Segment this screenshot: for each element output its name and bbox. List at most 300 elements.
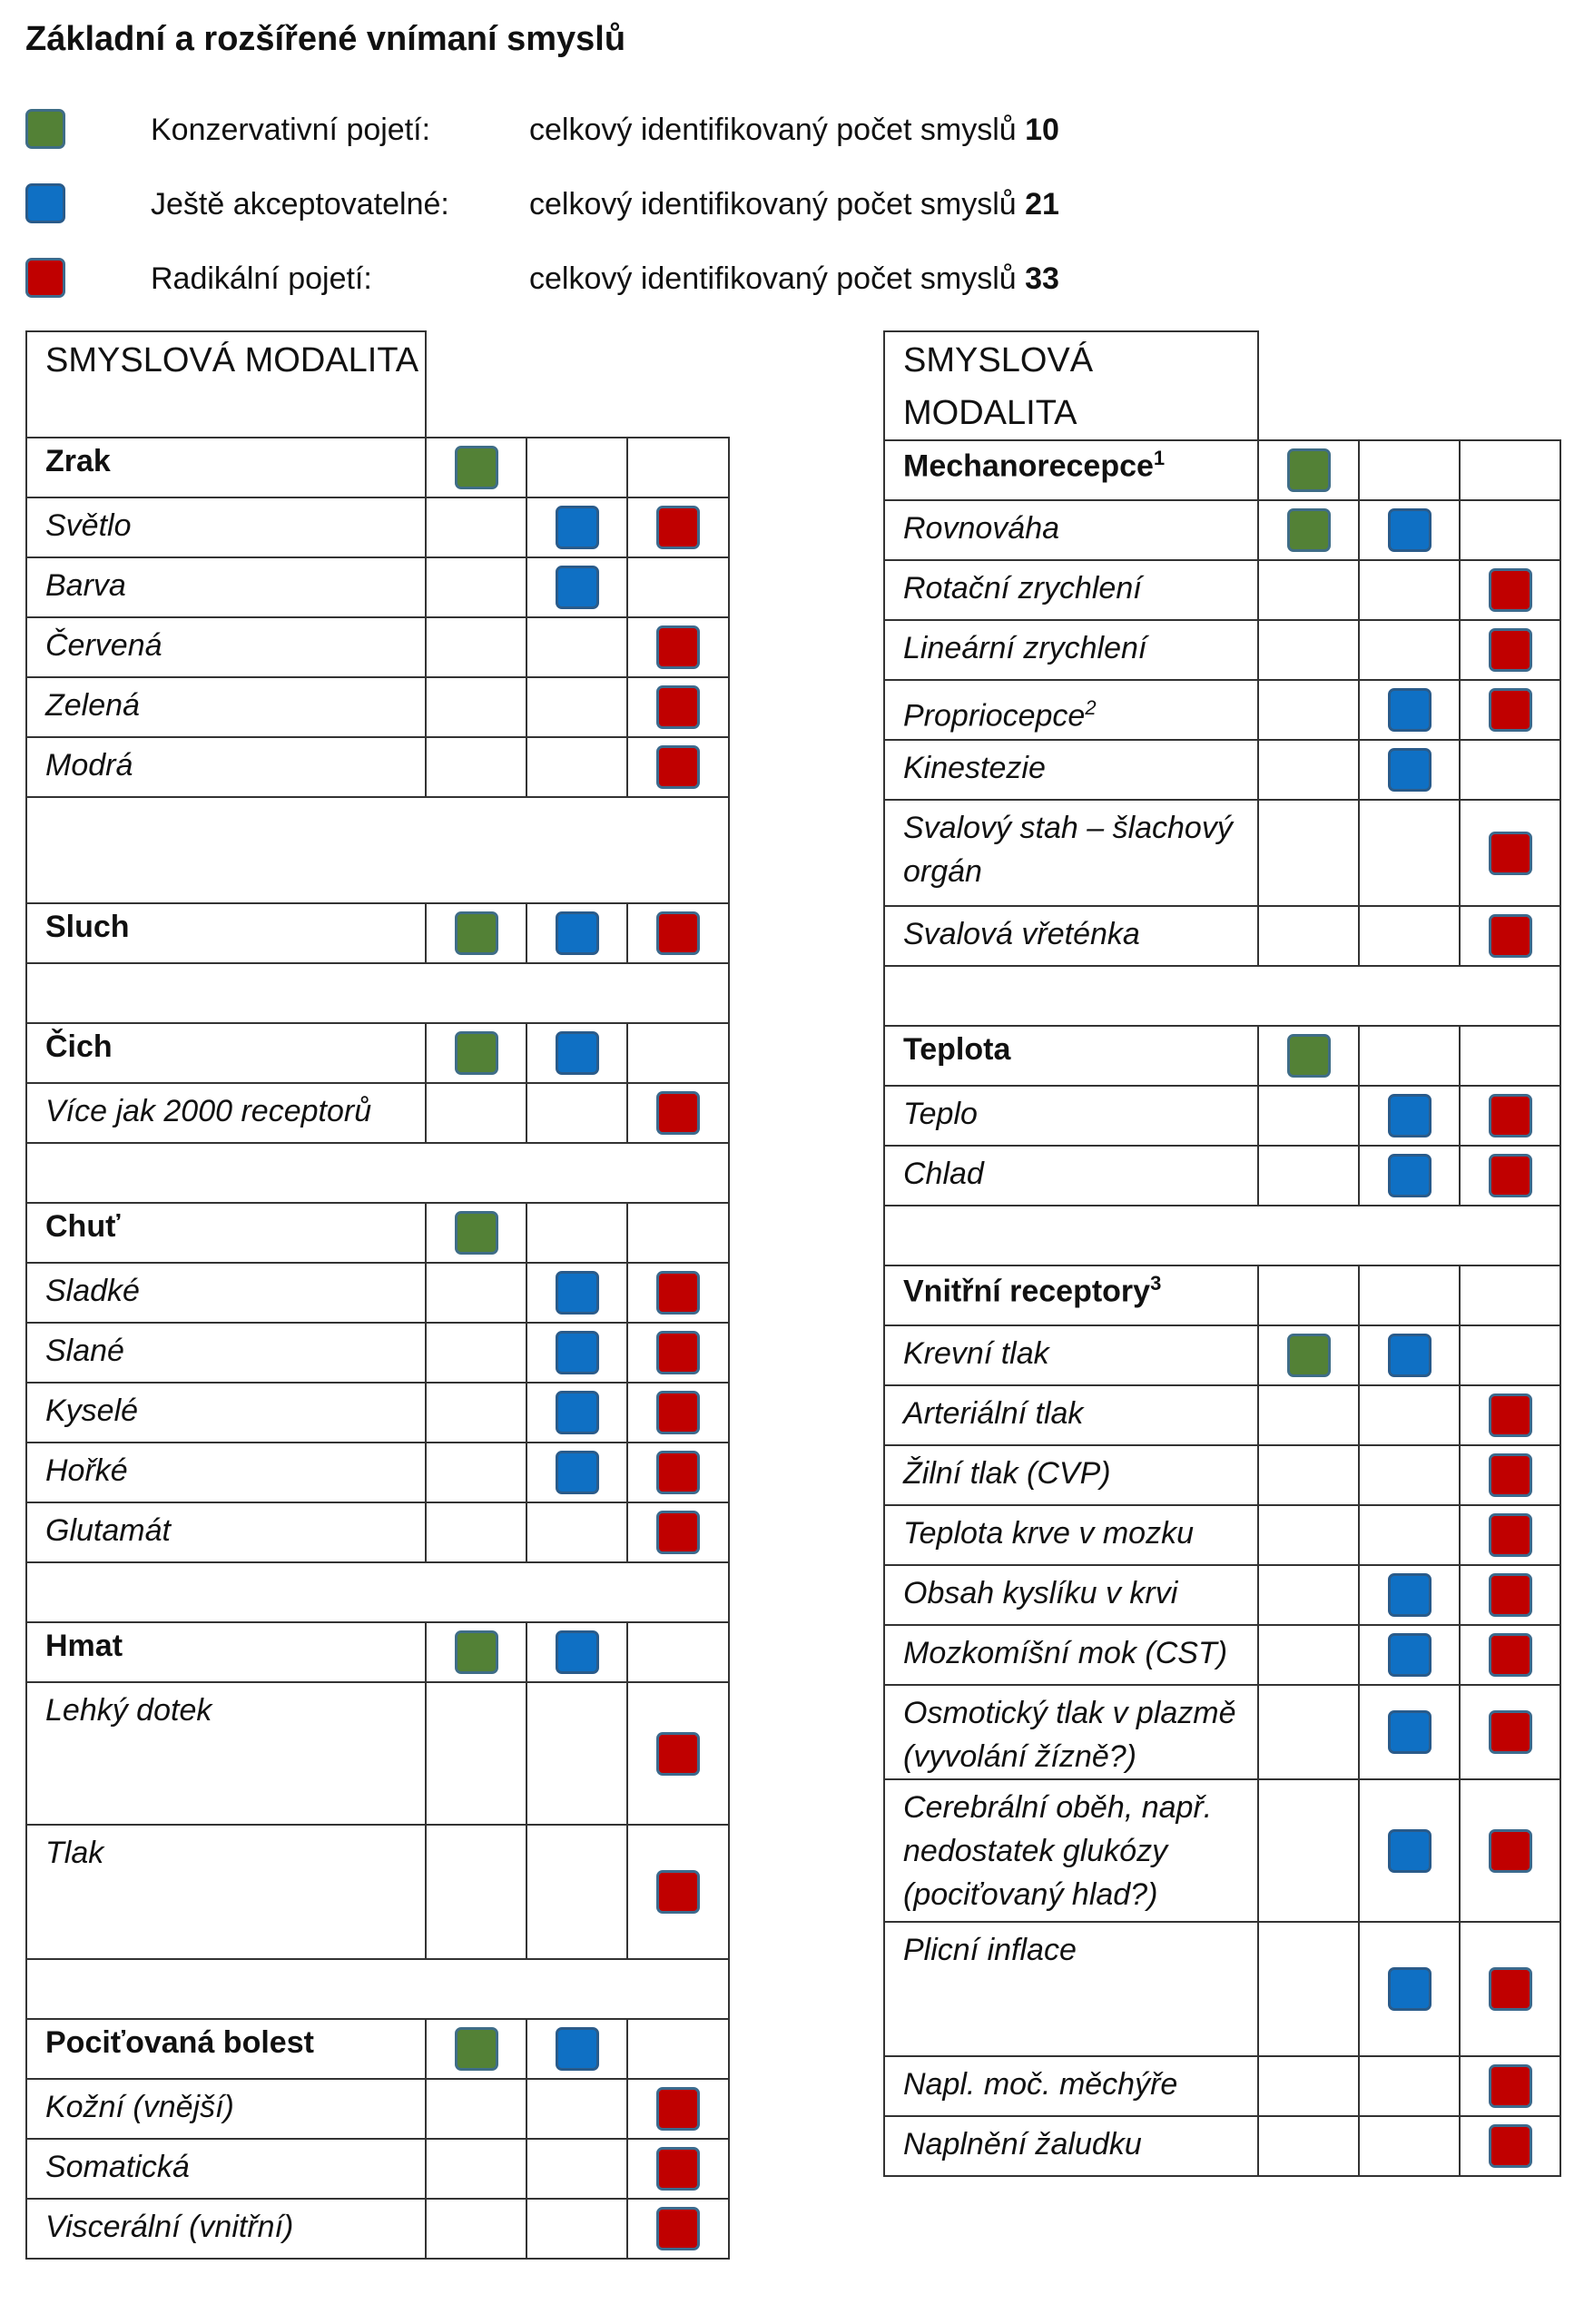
- table-row: [884, 1685, 1560, 1779]
- mark-cell: [1460, 500, 1560, 560]
- mark-cell: [1359, 620, 1460, 680]
- legend-row-acceptable: [25, 182, 1205, 232]
- mark-cell: [526, 1383, 627, 1443]
- modality-label: Viscerální (vnitřní): [26, 2199, 426, 2259]
- modality-label: Cerebrální oběh, např. nedostatek glukózy (pociťovaný hlad?): [884, 1779, 1258, 1922]
- mark-cell: [1258, 440, 1359, 500]
- modality-label: Zelená: [26, 677, 426, 737]
- table-row: [26, 1203, 729, 1263]
- mark-cell: [1258, 1779, 1359, 1922]
- legend-count: 10: [1025, 113, 1059, 147]
- red-square-icon: [1489, 1154, 1532, 1197]
- mark-cell: [1258, 1385, 1359, 1445]
- column-header: SMYSLOVÁ MODALITA: [26, 331, 426, 438]
- mark-cell: [1359, 2056, 1460, 2116]
- table-row: [26, 963, 729, 1023]
- mark-cell: [1460, 800, 1560, 906]
- mark-cell: [1359, 906, 1460, 966]
- mark-cell: [1460, 1146, 1560, 1206]
- mark-cell: [1359, 1265, 1460, 1325]
- red-square-icon: [1489, 628, 1532, 672]
- red-square-icon: [1489, 1094, 1532, 1137]
- mark-cell: [1258, 1265, 1359, 1325]
- mark-cell: [1460, 680, 1560, 740]
- blue-square-icon: [25, 183, 65, 223]
- blue-square-icon: [1388, 1094, 1432, 1137]
- modality-label: Plicní inflace: [884, 1922, 1258, 2056]
- mark-cell: [1460, 1026, 1560, 1086]
- modality-label: Glutamát: [26, 1502, 426, 1562]
- modality-label: Svalová vřeténka: [884, 906, 1258, 966]
- mark-cell: [1359, 1146, 1460, 1206]
- green-square-icon: [1287, 1034, 1331, 1078]
- red-square-icon: [1489, 832, 1532, 875]
- mark-cell: [526, 1323, 627, 1383]
- red-square-icon: [656, 1091, 700, 1135]
- mark-cell: [627, 1682, 729, 1825]
- table-row: [26, 1502, 729, 1562]
- footnote-mark: 1: [1153, 447, 1166, 469]
- left-modality-table: [25, 330, 730, 2260]
- mark-cell: [426, 438, 526, 497]
- mark-cell: [1359, 680, 1460, 740]
- category-label: Zrak: [26, 438, 426, 497]
- legend-row-radical: [25, 256, 1205, 307]
- table-row: [884, 800, 1560, 906]
- modality-label: Somatická: [26, 2139, 426, 2199]
- mark-cell: [1258, 906, 1359, 966]
- green-square-icon: [455, 1031, 498, 1075]
- mark-cell: [627, 1203, 729, 1263]
- mark-cell: [426, 1203, 526, 1263]
- green-square-icon: [1287, 1334, 1331, 1377]
- mark-cell: [526, 1263, 627, 1323]
- red-square-icon: [656, 2207, 700, 2250]
- blue-square-icon: [1388, 1967, 1432, 2011]
- mark-cell: [627, 1443, 729, 1502]
- table-row: [26, 2199, 729, 2259]
- legend-row-conservative: [25, 107, 1205, 158]
- modality-label: Naplnění žaludku: [884, 2116, 1258, 2176]
- table-row: [26, 557, 729, 617]
- modality-label: Světlo: [26, 497, 426, 557]
- legend-label: Ještě akceptovatelné:: [151, 187, 449, 222]
- mark-cell: [426, 1263, 526, 1323]
- table-row: [884, 2056, 1560, 2116]
- mark-cell: [426, 737, 526, 797]
- mark-cell: [1460, 440, 1560, 500]
- green-square-icon: [25, 109, 65, 149]
- mark-cell: [1359, 440, 1460, 500]
- mark-cell: [1258, 1086, 1359, 1146]
- modality-label: Kinestezie: [884, 740, 1258, 800]
- mark-cell: [1359, 1445, 1460, 1505]
- mark-cell: [426, 1023, 526, 1083]
- mark-cell: [627, 1502, 729, 1562]
- modality-label: Více jak 2000 receptorů: [26, 1083, 426, 1143]
- table-row: [26, 1443, 729, 1502]
- mark-cell: [426, 1825, 526, 1959]
- red-square-icon: [1489, 1513, 1532, 1557]
- red-square-icon: [1489, 1633, 1532, 1677]
- table-row: [884, 1779, 1560, 1922]
- modality-label: Lineární zrychlení: [884, 620, 1258, 680]
- mark-cell: [1258, 500, 1359, 560]
- mark-cell: [627, 557, 729, 617]
- red-square-icon: [656, 1870, 700, 1914]
- mark-cell: [426, 677, 526, 737]
- red-square-icon: [656, 685, 700, 729]
- mark-cell: [1258, 1565, 1359, 1625]
- footnote-mark: 3: [1150, 1272, 1162, 1295]
- blue-square-icon: [1388, 1573, 1432, 1617]
- table-row: [884, 1026, 1560, 1086]
- blue-square-icon: [1388, 748, 1432, 792]
- mark-cell: [526, 557, 627, 617]
- mark-cell: [1258, 1325, 1359, 1385]
- mark-cell: [426, 557, 526, 617]
- table-row: [26, 1825, 729, 1959]
- table-row: [884, 2116, 1560, 2176]
- table-row: [26, 1143, 729, 1203]
- table-row: [884, 1385, 1560, 1445]
- red-square-icon: [1489, 2064, 1532, 2108]
- table-row: [884, 740, 1560, 800]
- blue-square-icon: [556, 911, 599, 955]
- red-square-icon: [1489, 914, 1532, 958]
- mark-cell: [526, 1682, 627, 1825]
- mark-cell: [1359, 1565, 1460, 1625]
- mark-cell: [1359, 1779, 1460, 1922]
- blue-square-icon: [556, 1451, 599, 1494]
- red-square-icon: [656, 2087, 700, 2131]
- table-row: [26, 1023, 729, 1083]
- mark-cell: [1460, 2056, 1560, 2116]
- mark-cell: [526, 2199, 627, 2259]
- table-row: [26, 1323, 729, 1383]
- red-square-icon: [1489, 1829, 1532, 1873]
- mark-cell: [1258, 740, 1359, 800]
- mark-cell: [526, 617, 627, 677]
- legend-desc: celkový identifikovaný počet smyslů 33: [529, 261, 1059, 296]
- mark-cell: [1359, 1325, 1460, 1385]
- mark-cell: [1359, 500, 1460, 560]
- mark-cell: [1460, 1625, 1560, 1685]
- table-row: [884, 966, 1560, 1026]
- legend-desc: celkový identifikovaný počet smyslů 10: [529, 113, 1059, 147]
- mark-cell: [627, 2019, 729, 2079]
- table-row: [884, 1146, 1560, 1206]
- mark-cell: [1359, 1385, 1460, 1445]
- mark-cell: [426, 2079, 526, 2139]
- mark-cell: [1460, 1445, 1560, 1505]
- category-label: Čich: [26, 1023, 426, 1083]
- green-square-icon: [1287, 448, 1331, 492]
- mark-cell: [1359, 1505, 1460, 1565]
- table-row: [884, 1505, 1560, 1565]
- red-square-icon: [1489, 568, 1532, 612]
- modality-label: Teplota krve v mozku: [884, 1505, 1258, 1565]
- mark-cell: [1460, 1779, 1560, 1922]
- mark-cell: [426, 1622, 526, 1682]
- blank-row: [884, 1206, 1560, 1265]
- table-row: [26, 2139, 729, 2199]
- modality-label: Kožní (vnější): [26, 2079, 426, 2139]
- table-row: [26, 1263, 729, 1323]
- mark-cell: [1359, 2116, 1460, 2176]
- green-square-icon: [1287, 508, 1331, 552]
- mark-cell: [426, 1443, 526, 1502]
- table-row: [884, 1206, 1560, 1265]
- table-row: [884, 680, 1560, 740]
- mark-cell: [526, 497, 627, 557]
- table-row: [26, 903, 729, 963]
- category-label: Sluch: [26, 903, 426, 963]
- modality-label: Osmotický tlak v plazmě (vyvolání žízně?): [884, 1685, 1258, 1779]
- modality-label: Hořké: [26, 1443, 426, 1502]
- mark-cell: [627, 497, 729, 557]
- mark-cell: [1359, 1086, 1460, 1146]
- modality-label: Svalový stah – šlachový orgán: [884, 800, 1258, 906]
- mark-cell: [627, 2199, 729, 2259]
- category-label: Teplota: [884, 1026, 1258, 1086]
- mark-cell: [526, 2019, 627, 2079]
- table-row: [884, 906, 1560, 966]
- mark-cell: [1460, 1265, 1560, 1325]
- mark-cell: [1460, 620, 1560, 680]
- table-row: [884, 1325, 1560, 1385]
- mark-cell: [1258, 560, 1359, 620]
- mark-cell: [1258, 1505, 1359, 1565]
- red-square-icon: [1489, 1573, 1532, 1617]
- modality-label: Kyselé: [26, 1383, 426, 1443]
- table-row: [26, 677, 729, 737]
- mark-cell: [426, 2019, 526, 2079]
- mark-cell: [426, 1502, 526, 1562]
- modality-label: Rovnováha: [884, 500, 1258, 560]
- table-row: [26, 2019, 729, 2079]
- mark-cell: [526, 438, 627, 497]
- blue-square-icon: [556, 506, 599, 549]
- blue-square-icon: [1388, 1633, 1432, 1677]
- modality-label: Sladké: [26, 1263, 426, 1323]
- mark-cell: [1258, 1445, 1359, 1505]
- table-row: [884, 1922, 1560, 2056]
- mark-cell: [426, 617, 526, 677]
- mark-cell: [526, 1502, 627, 1562]
- mark-cell: [526, 1443, 627, 1502]
- mark-cell: [1460, 1385, 1560, 1445]
- mark-cell: [1359, 800, 1460, 906]
- mark-cell: [627, 1263, 729, 1323]
- red-square-icon: [656, 1732, 700, 1776]
- category-label: Pociťovaná bolest: [26, 2019, 426, 2079]
- green-square-icon: [455, 911, 498, 955]
- mark-cell: [1258, 800, 1359, 906]
- table-row: [26, 497, 729, 557]
- modality-label: Barva: [26, 557, 426, 617]
- mark-cell: [627, 1825, 729, 1959]
- modality-label: Modrá: [26, 737, 426, 797]
- table-row: [26, 1383, 729, 1443]
- blue-square-icon: [1388, 1829, 1432, 1873]
- mark-cell: [1460, 1505, 1560, 1565]
- mark-cell: [1258, 620, 1359, 680]
- mark-cell: [526, 1023, 627, 1083]
- mark-cell: [426, 1383, 526, 1443]
- legend-count: 21: [1025, 187, 1059, 222]
- green-square-icon: [455, 446, 498, 489]
- mark-cell: [627, 1083, 729, 1143]
- mark-cell: [426, 1323, 526, 1383]
- red-square-icon: [1489, 688, 1532, 732]
- table-row: [884, 560, 1560, 620]
- table-row: [26, 737, 729, 797]
- mark-cell: [1359, 1685, 1460, 1779]
- mark-cell: [1460, 1325, 1560, 1385]
- green-square-icon: [455, 1630, 498, 1674]
- category-label: Mechanorecepce$^1$: [884, 440, 1258, 500]
- mark-cell: [1460, 740, 1560, 800]
- green-square-icon: [455, 1211, 498, 1255]
- mark-cell: [526, 1622, 627, 1682]
- mark-cell: [627, 2139, 729, 2199]
- blue-square-icon: [1388, 688, 1432, 732]
- red-square-icon: [656, 745, 700, 789]
- legend-label: Konzervativní pojetí:: [151, 113, 431, 147]
- modality-label: Teplo: [884, 1086, 1258, 1146]
- category-label: Chuť: [26, 1203, 426, 1263]
- modality-label: Propriocepce$^2$: [884, 680, 1258, 740]
- mark-cell: [1359, 1026, 1460, 1086]
- blue-square-icon: [1388, 1154, 1432, 1197]
- mark-cell: [627, 1023, 729, 1083]
- mark-cell: [1460, 1086, 1560, 1146]
- legend-label: Radikální pojetí:: [151, 261, 372, 296]
- blue-square-icon: [556, 1271, 599, 1315]
- mark-cell: [627, 737, 729, 797]
- modality-label: Arteriální tlak: [884, 1385, 1258, 1445]
- mark-cell: [1359, 1625, 1460, 1685]
- table-row: [26, 1622, 729, 1682]
- mark-cell: [1460, 560, 1560, 620]
- mark-cell: [526, 737, 627, 797]
- mark-cell: [1258, 1922, 1359, 2056]
- mark-cell: [1359, 1922, 1460, 2056]
- mark-cell: [526, 903, 627, 963]
- mark-cell: [426, 497, 526, 557]
- mark-cell: [1258, 2116, 1359, 2176]
- table-row: [26, 1562, 729, 1622]
- table-row: [884, 1445, 1560, 1505]
- category-label: Hmat: [26, 1622, 426, 1682]
- blue-square-icon: [1388, 1334, 1432, 1377]
- red-square-icon: [656, 625, 700, 669]
- red-square-icon: [1489, 1453, 1532, 1497]
- red-square-icon: [656, 1451, 700, 1494]
- footnote-mark: 2: [1085, 696, 1097, 719]
- blue-square-icon: [556, 1031, 599, 1075]
- category-label: Vnitřní receptory$^3$: [884, 1265, 1258, 1325]
- table-row: [884, 1565, 1560, 1625]
- legend-desc: celkový identifikovaný počet smyslů 21: [529, 187, 1059, 222]
- mark-cell: [1258, 1026, 1359, 1086]
- red-square-icon: [1489, 1393, 1532, 1437]
- blank-row: [26, 797, 729, 903]
- red-square-icon: [1489, 1710, 1532, 1754]
- blue-square-icon: [1388, 1710, 1432, 1754]
- table-row: [884, 1625, 1560, 1685]
- mark-cell: [1258, 2056, 1359, 2116]
- mark-cell: [526, 2139, 627, 2199]
- blank-row: [884, 966, 1560, 1026]
- mark-cell: [426, 1083, 526, 1143]
- modality-label: Žilní tlak (CVP): [884, 1445, 1258, 1505]
- table-row: [26, 797, 729, 903]
- modality-label: Slané: [26, 1323, 426, 1383]
- mark-cell: [1258, 1685, 1359, 1779]
- mark-cell: [1258, 680, 1359, 740]
- red-square-icon: [656, 1391, 700, 1434]
- modality-label: Rotační zrychlení: [884, 560, 1258, 620]
- mark-cell: [426, 1682, 526, 1825]
- modality-label: Napl. moč. měchýře: [884, 2056, 1258, 2116]
- page-title: Základní a rozšířené vnímaní smyslů: [25, 20, 626, 58]
- table-row: [26, 1682, 729, 1825]
- mark-cell: [426, 2139, 526, 2199]
- modality-label: Mozkomíšní mok (CST): [884, 1625, 1258, 1685]
- red-square-icon: [656, 1331, 700, 1374]
- red-square-icon: [656, 1511, 700, 1554]
- mark-cell: [426, 903, 526, 963]
- mark-cell: [627, 677, 729, 737]
- green-square-icon: [455, 2027, 498, 2071]
- mark-cell: [526, 1825, 627, 1959]
- mark-cell: [1359, 740, 1460, 800]
- mark-cell: [627, 1622, 729, 1682]
- mark-cell: [526, 2079, 627, 2139]
- modality-label: Chlad: [884, 1146, 1258, 1206]
- mark-cell: [1460, 906, 1560, 966]
- blue-square-icon: [1388, 508, 1432, 552]
- mark-cell: [1258, 1146, 1359, 1206]
- mark-cell: [627, 903, 729, 963]
- table-row: [884, 1086, 1560, 1146]
- mark-cell: [627, 617, 729, 677]
- mark-cell: [627, 438, 729, 497]
- red-square-icon: [656, 506, 700, 549]
- modality-label: Lehký dotek: [26, 1682, 426, 1825]
- mark-cell: [627, 1383, 729, 1443]
- table-header-row: [884, 331, 1560, 440]
- blank-row: [26, 1143, 729, 1203]
- mark-cell: [526, 1203, 627, 1263]
- mark-cell: [1258, 1625, 1359, 1685]
- mark-cell: [1460, 1565, 1560, 1625]
- column-header: SMYSLOVÁ MODALITA: [884, 331, 1258, 440]
- table-row: [26, 617, 729, 677]
- mark-cell: [526, 1083, 627, 1143]
- table-row: [26, 2079, 729, 2139]
- table-row: [26, 1083, 729, 1143]
- table-header-row: [26, 331, 729, 438]
- blue-square-icon: [556, 566, 599, 609]
- blank-row: [26, 1959, 729, 2019]
- modality-label: Tlak: [26, 1825, 426, 1959]
- table-row: [884, 620, 1560, 680]
- modality-label: Krevní tlak: [884, 1325, 1258, 1385]
- mark-cell: [1359, 560, 1460, 620]
